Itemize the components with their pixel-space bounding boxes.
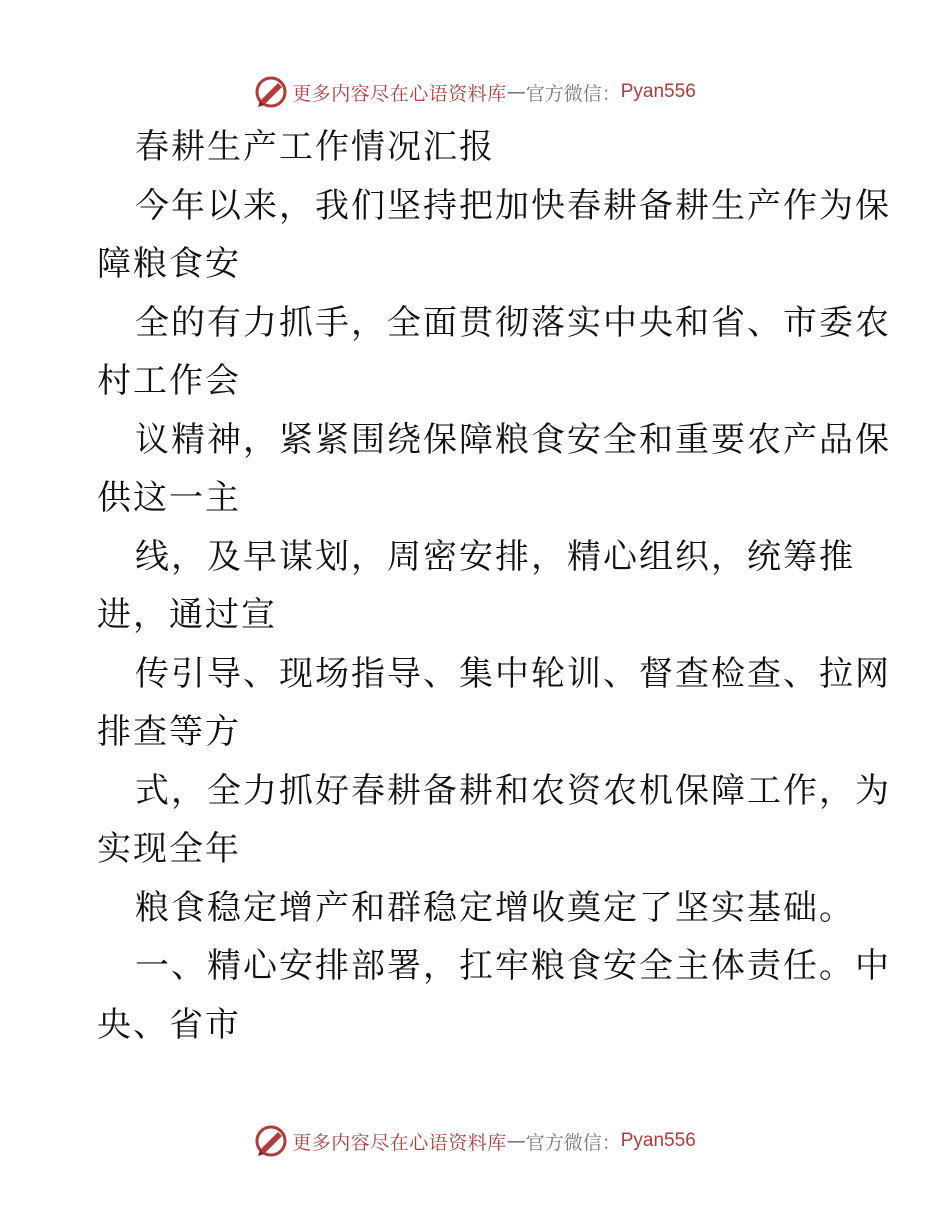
watermark-wechat-label: 官方微信：: [525, 1131, 621, 1154]
paragraph-line: 议精神，紧紧围绕保障粮食安全和重要农产品保: [135, 419, 891, 460]
paragraph-line: 式，全力抓好春耕备耕和农资农机保障工作，为: [135, 770, 891, 811]
paragraph-line: 线，及早谋划，周密安排，精心组织，统筹推: [135, 536, 855, 577]
watermark-separator: —: [506, 1130, 526, 1152]
watermark-text: 更多内容尽在心语资料库: [292, 1131, 507, 1154]
watermark-wechat-id: Pyan556: [620, 81, 696, 102]
footer-watermark: [0, 1121, 950, 1161]
paragraph-line: 村工作会: [97, 361, 241, 401]
paragraph-line: 供这一主: [97, 478, 241, 518]
header-watermark: [0, 72, 950, 112]
pen-logo-icon: [254, 1124, 288, 1158]
paragraph-line: 障粮食安: [97, 244, 241, 284]
document-title: 春耕生产工作情况汇报: [135, 127, 495, 167]
watermark-separator: —: [506, 81, 526, 103]
paragraph-line: 实现全年: [97, 829, 241, 869]
paragraph-line: 全的有力抓手，全面贯彻落实中央和省、市委农: [135, 302, 891, 343]
paragraph-line: 今年以来，我们坚持把加快春耕备耕生产作为保: [135, 185, 891, 226]
document-body: [97, 118, 891, 1054]
pen-logo-icon: [254, 75, 288, 109]
paragraph-line: 进，通过宣: [97, 595, 277, 635]
watermark-wechat-id: Pyan556: [620, 1130, 696, 1151]
paragraph-line: 粮食稳定增产和群稳定增收奠定了坚实基础。: [135, 887, 855, 928]
paragraph-line: 传引导、现场指导、集中轮训、督查检查、拉网: [135, 653, 891, 694]
section-heading-line: 一、精心安排部署，扛牢粮食安全主体责任。中: [135, 946, 891, 986]
watermark-text: 更多内容尽在心语资料库: [292, 82, 507, 105]
paragraph-line: 央、省市: [97, 1004, 241, 1045]
paragraph-line: 排查等方: [97, 712, 241, 752]
watermark-wechat-label: 官方微信：: [525, 82, 621, 105]
